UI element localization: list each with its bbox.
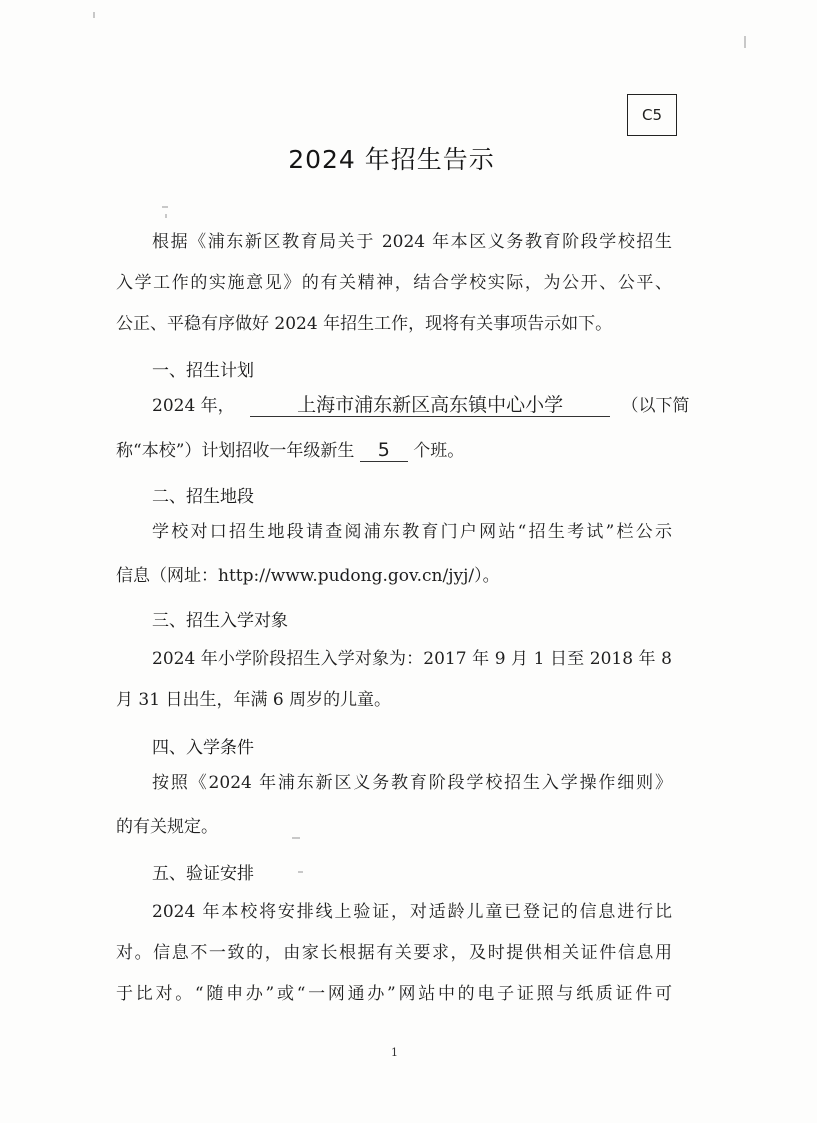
class-count-field: 5 <box>360 439 408 462</box>
section-5-line-3: 于比对。“随申办”或“一网通办”网站中的电子证照与纸质证件可 <box>116 984 672 1004</box>
section-2-line-2: 信息（网址：http://www.pudong.gov.cn/jyj/）。 <box>116 566 500 586</box>
intro-paragraph <box>116 229 672 339</box>
intro-line-3: 公正、平稳有序做好 2024 年招生工作，现将有关事项告示如下。 <box>116 314 613 334</box>
section-1-line-2 <box>116 438 464 464</box>
document-code-box: C5 <box>627 94 677 136</box>
scan-speck <box>744 36 746 48</box>
line2-prefix: 称“本校”）计划招收一年级新生 <box>116 441 355 461</box>
section-4-line-1: 按照《2024 年浦东新区义务教育阶段学校招生入学操作细则》 <box>152 773 672 793</box>
school-name-field: 上海市浦东新区高东镇中心小学 <box>250 394 610 417</box>
intro-line-1: 根据《浦东新区教育局关于 2024 年本区义务教育阶段学校招生 <box>152 232 672 252</box>
section-1-heading: 一、招生计划 <box>152 361 254 381</box>
line2-suffix: 个班。 <box>413 441 465 461</box>
section-5-heading: 五、验证安排 <box>152 864 254 884</box>
year-prefix: 2024 年， <box>152 396 235 416</box>
intro-line-2: 入学工作的实施意见》的有关精神，结合学校实际，为公开、公平、 <box>116 273 672 293</box>
scan-speck <box>298 871 303 873</box>
section-1-line-1 <box>152 393 689 419</box>
section-3-heading: 三、招生入学对象 <box>152 611 288 631</box>
section-3-body <box>116 646 672 718</box>
scan-speck <box>93 12 95 18</box>
scan-speck <box>162 206 168 208</box>
document-title: 2024 年招生告示 <box>288 145 495 174</box>
section-3-line-1: 2024 年小学阶段招生入学对象为：2017 年 9 月 1 日至 2018 年 8 <box>152 649 672 669</box>
section-5-line-1: 2024 年本校将安排线上验证，对适龄儿童已登记的信息进行比 <box>152 902 672 922</box>
section-4-body <box>116 770 672 842</box>
section-5-line-2: 对。信息不一致的，由家长根据有关要求，及时提供相关证件信息用 <box>116 943 672 963</box>
page-number: 1 <box>391 1046 398 1059</box>
scan-speck <box>292 837 300 839</box>
scan-speck <box>165 214 167 218</box>
after-name-text: （以下简 <box>621 396 690 416</box>
section-3-line-2: 月 31 日出生，年满 6 周岁的儿童。 <box>116 690 392 710</box>
section-2-heading: 二、招生地段 <box>152 487 254 507</box>
section-2-body <box>116 519 672 591</box>
section-1-body <box>116 393 690 465</box>
section-2-line-1: 学校对口招生地段请查阅浦东教育门户网站“招生考试”栏公示 <box>152 522 672 542</box>
section-4-line-2: 的有关规定。 <box>116 817 218 837</box>
section-4-heading: 四、入学条件 <box>152 738 254 758</box>
section-5-body <box>116 899 672 1011</box>
